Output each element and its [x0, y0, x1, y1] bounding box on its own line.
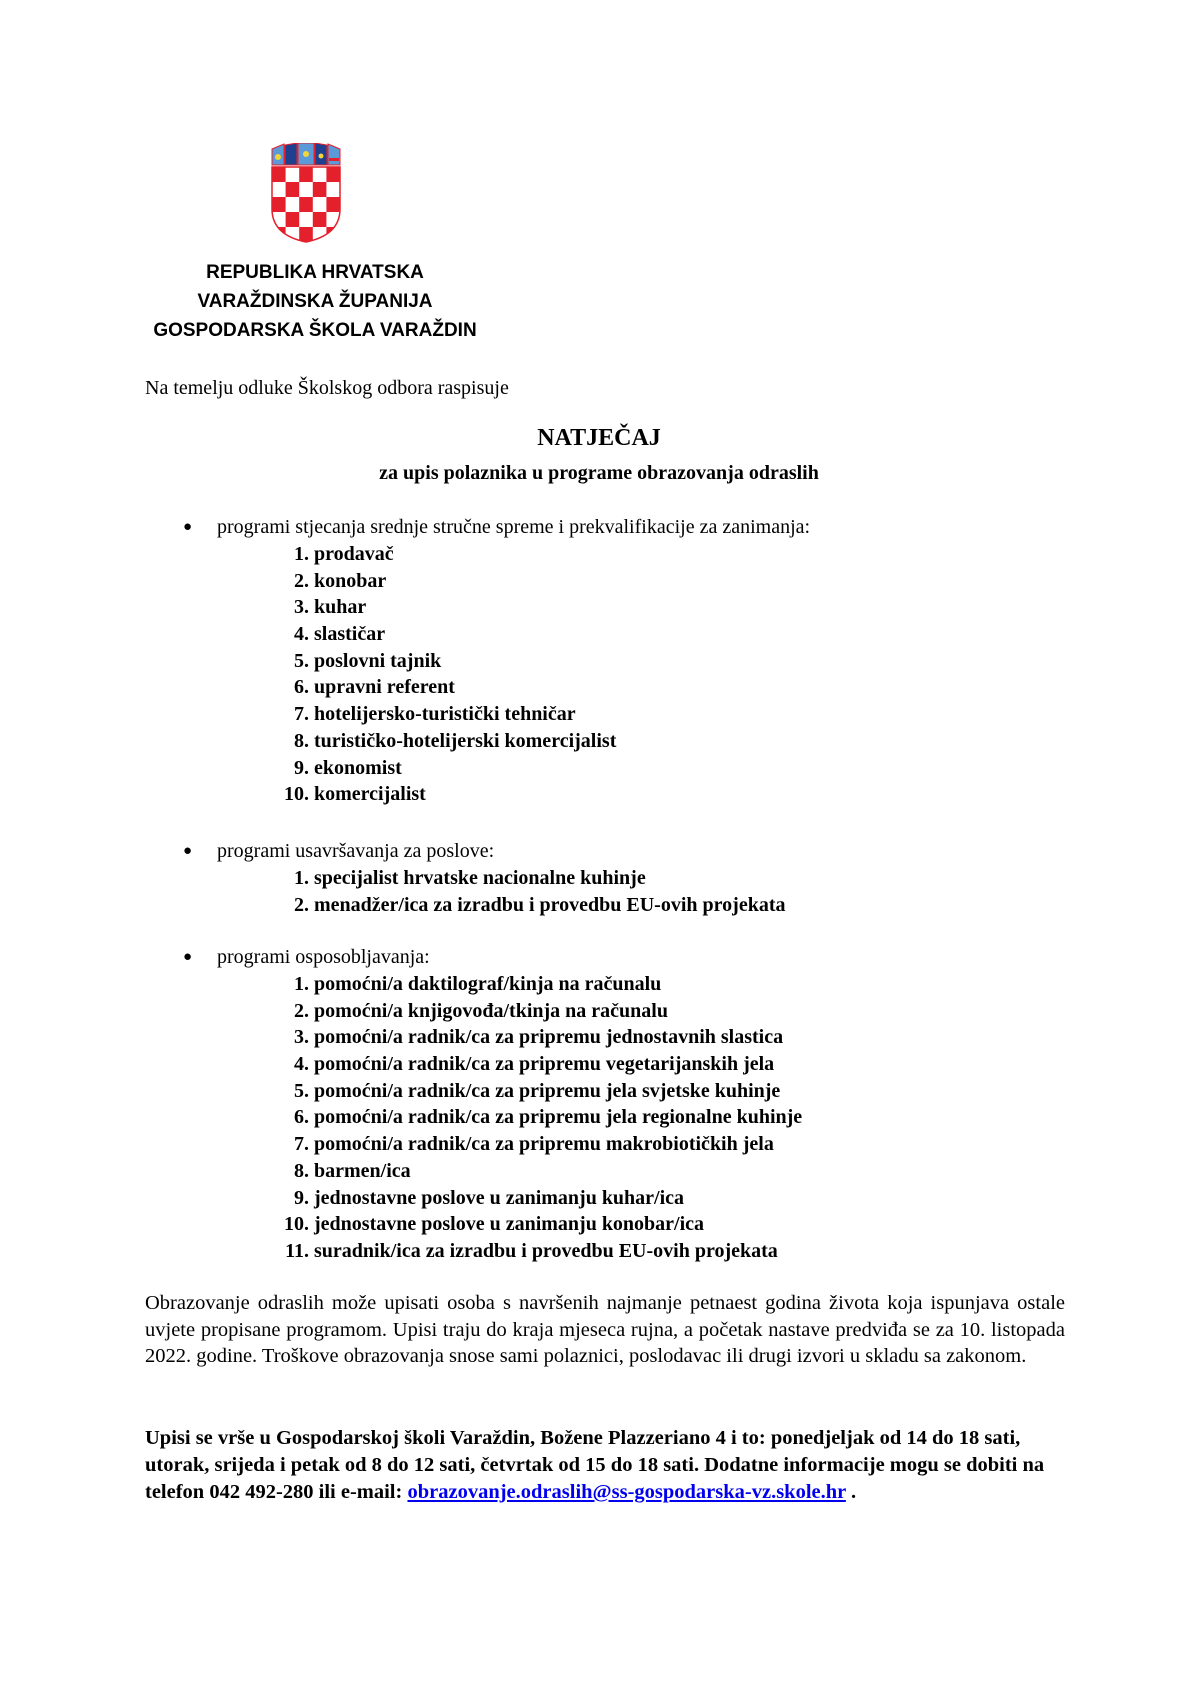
list-item: 10. jednostavne poslove u zanimanju konobar/ica [284, 1213, 705, 1236]
list-item: 2. pomoćni/a knjigovođa/tkinja na računalu [294, 999, 668, 1022]
list-item: 9. ekonomist [294, 756, 402, 779]
document-title: NATJEČAJ [537, 425, 661, 451]
section-osposobljavanje [0, 944, 1198, 1265]
document-subtitle: za upis polaznika u programe obrazovanja odraslih [379, 462, 819, 484]
program-list [0, 541, 1198, 808]
list-item: 7. pomoćni/a radnik/ca za pripremu makrobiotičkih jela [294, 1133, 774, 1156]
bullet-dot-icon: ● [183, 949, 193, 965]
letterhead [145, 258, 485, 345]
letterhead-line-3: GOSPODARSKA ŠKOLA VARAŽDIN [153, 320, 477, 341]
contact-end: . [845, 1481, 857, 1503]
list-item: 1. prodavač [294, 543, 394, 565]
section-heading: programi usavršavanja za poslove: [217, 840, 495, 862]
section-usavrsavanje [0, 838, 1198, 918]
section-heading: programi osposobljavanja: [217, 946, 430, 968]
email-link[interactable]: obrazovanje.odraslih@ss-gospodarska-vz.skole.hr [407, 1481, 846, 1503]
bullet-dot-icon: ● [183, 843, 193, 859]
program-list [0, 865, 1198, 918]
contact-text: Upisi se vrše u Gospodarskoj školi Varaždin, Božene Plazzeriano 4 i to: ponedjeljak od 14 do 18 sati, utorak, srijeda i petak od 8 do 12 sati, četvrtak od 15 do 18 sati. Dodatne informacije mogu se dobiti na telefon 042 492-280 ili e-mail: [145, 1427, 1045, 1503]
contact-paragraph [145, 1425, 1065, 1506]
list-item: 2. konobar [294, 569, 387, 592]
list-item: 3. pomoćni/a radnik/ca za pripremu jednostavnih slastica [294, 1026, 784, 1049]
croatian-coat-of-arms-icon [268, 143, 344, 243]
list-item: 8. turističko-hotelijerski komercijalist [294, 729, 617, 752]
letterhead-line-1: REPUBLIKA HRVATSKA [206, 262, 424, 283]
intro-text: Na temelju odluke Školskog odbora raspisuje [145, 377, 509, 399]
list-item: 7. hotelijersko-turistički tehničar [294, 703, 576, 726]
bullet-dot-icon: ● [183, 519, 193, 535]
list-item: 6. upravni referent [294, 676, 455, 699]
list-item: 1. pomoćni/a daktilograf/kinja na računalu [294, 973, 662, 995]
section-heading: programi stjecanja srednje stručne spreme i prekvalifikacije za zanimanja: [217, 516, 811, 538]
list-item: 6. pomoćni/a radnik/ca za pripremu jela regionalne kuhinje [294, 1106, 803, 1129]
program-list [0, 971, 1198, 1265]
list-item: 4. slastičar [294, 623, 386, 646]
list-item: 10. komercijalist [284, 783, 426, 806]
list-item: 5. pomoćni/a radnik/ca za pripremu jela svjetske kuhinje [294, 1079, 781, 1102]
list-item: 11. suradnik/ica za izradbu i provedbu EU-ovih projekata [285, 1239, 778, 1262]
list-item: 3. kuhar [294, 596, 367, 619]
section-srednja-sprema [0, 514, 1198, 808]
list-item: 4. pomoćni/a radnik/ca za pripremu vegetarijanskih jela [294, 1053, 775, 1076]
list-item: 8. barmen/ica [294, 1159, 411, 1182]
list-item: 5. poslovni tajnik [294, 649, 442, 672]
list-item: 9. jednostavne poslove u zanimanju kuhar/ica [294, 1186, 685, 1209]
info-paragraph: Obrazovanje odraslih može upisati osoba s navršenih najmanje petnaest godina života koja ispunjava ostale uvjete propisane programom. Upisi traju do kraja mjeseca rujna, a početak nastave predviđa se za 10. listopada 2022. godine. Troškove obrazovanja snose sami polaznici, poslodavac ili drugi izvori u skladu sa zakonom. [145, 1292, 1065, 1367]
list-item: 1. specijalist hrvatske nacionalne kuhinje [294, 867, 646, 889]
letterhead-line-2: VARAŽDINSKA ŽUPANIJA [197, 291, 433, 312]
list-item: 2. menadžer/ica za izradbu i provedbu EU-ovih projekata [294, 893, 786, 916]
